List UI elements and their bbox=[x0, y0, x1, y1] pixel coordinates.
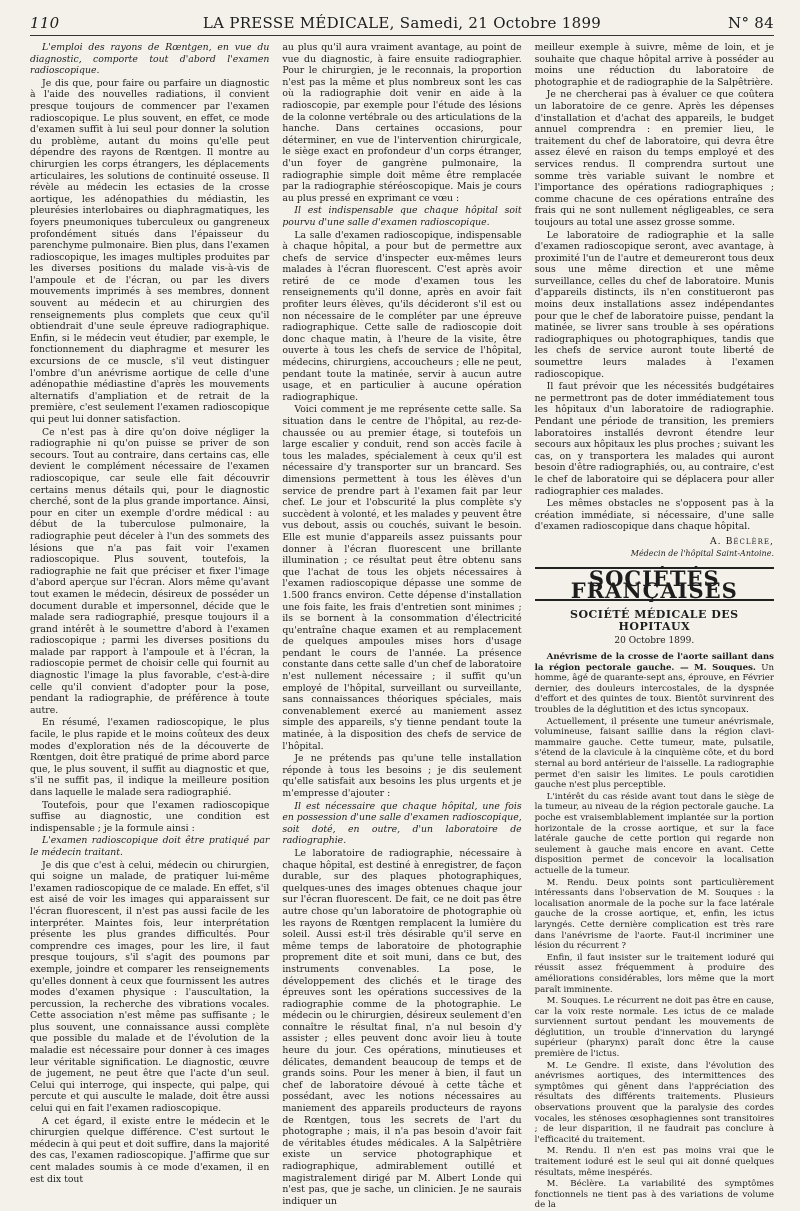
column-2 bbox=[282, 42, 522, 1207]
report-paragraph: Enfin, il faut insister sur le traitement ioduré qui réussit assez fréquemment à produire des améliorations considérables, lors même que la mort paraît imminente. bbox=[534, 952, 774, 995]
paragraph: En résumé, l'examen radioscopique, le plus facile, le plus rapide et le moins coûteux des deux modes d'exploration nés de la découverte de Rœntgen, doit être pratiqué de prime abord parce que, le plus souvent, il suffit au diagnostic et que, s'il ne suffit pas, il indique la meilleure position dans laquelle le malade sera radiographié. bbox=[30, 717, 270, 798]
thesis-statement: Il est indispensable que chaque hôpital soit pourvu d'une salle d'examen radioscopique. bbox=[282, 205, 522, 228]
paragraph: Les mêmes obstacles ne s'opposent pas à la création immédiate, si nécessaire, d'une salle d'examen radioscopique dans chaque hôpital. bbox=[534, 498, 774, 533]
paragraph: Le laboratoire de radiographie, nécessaire à chaque hôpital, est destiné à enregistrer, de façon durable, sur des plaques photographiques, quelques-unes des images obtenues chaque jour sur l'écran fluorescent. De fait, ce ne doit pas être autre chose qu'un laboratoire de photographie où les rayons de Rœntgen remplacent la lumière du soleil. Aussi est-il très désirable qu'il serve en même temps de laboratoire de photographie proprement dite et soit muni, dans ce but, des instruments convenables. La pose, le développement des clichés et le tirage des épreuves sont les opérations successives de la radiographie comme de la photographie. Le médecin ou le chirurgien, désireux seulement d'en connaître le résultat final, n'a nul besoin d'y assister ; elles peuvent donc avoir lieu à toute heure du jour. Ces opérations, minutieuses et délicates, demandent beaucoup de temps et de grands soins. Pour les mener à bien, il faut un chef de laboratoire dévoué à cette tâche et possédant, avec les notions nécessaires au maniement des appareils producteurs de rayons de Rœntgen, tous les secrets de l'art du photographe ; mais, il n'a pas besoin d'avoir fait de véritables études médicales. A la Salpêtrière existe un service photographique et radiographique, admirablement outillé et magistralement dirigé par M. Albert Londe qui n'est pas, que je sache, un clinicien. Je ne saurais indiquer un bbox=[282, 847, 522, 1207]
paragraph: au plus qu'il aura vraiment avantage, au point de vue du diagnostic, à faire ensuite radiographier. Pour le chirurgien, je le reconnais, la proportion n'est pas la même et plus nombreux sont les cas où la radiographie doit venir en aide à la radioscopie, par exemple pour l'étude des lésions de la colonne vertébrale ou des articulations de la hanche. Dans certaines occasions, pour déterminer, en vue de l'intervention chirurgicale, le siège exact en profondeur d'un corps étranger, d'un foyer de gangrène pulmonaire, la radiographie simple doit même être remplacée par la radiographie stéréoscopique. Mais je cours au plus pressé en exprimant ce vœu : bbox=[282, 42, 522, 204]
thesis-statement: L'examen radioscopique doit être pratiqué par le médecin traitant. bbox=[30, 835, 270, 858]
section-lead: L'emploi des rayons de Rœntgen, en vue du diagnostic, comporte tout d'abord l'examen radioscopique. bbox=[30, 42, 270, 77]
paragraph: Il faut prévoir que les nécessités budgétaires ne permettront pas de doter immédiatement tous les hôpitaux d'un laboratoire de radiographie. Pendant une période de transition, les premiers laboratoires installés devront étendre leur secours aux hôpitaux les plus proches ; suivant les cas, on y transportera les malades qui auront besoin d'être radiographiés, ou, au contraire, c'est le chef de laboratoire qui se déplacera pour aller radiographier ces malades. bbox=[534, 381, 774, 497]
page-header bbox=[30, 14, 774, 36]
report-paragraph bbox=[535, 652, 774, 716]
proceedings bbox=[535, 652, 774, 1211]
newspaper-title: LA PRESSE MÉDICALE, Samedi, 21 Octobre 1899 bbox=[202, 14, 602, 32]
paragraph: A cet égard, il existe entre le médecin et le chirurgien quelque différence. C'est surtout le médecin à qui peut et doit suffire, dans la majorité des cas, l'examen radioscopique. J'affirme que sur cent malades soumis à ce mode d'examen, il en est dix tout bbox=[30, 1115, 270, 1185]
report-paragraph: M. Souques. Le récurrent ne doit pas être en cause, car la voix reste normale. Les ictus de ce malade surviennent surtout pendant les mouvements de déglutition, un trouble d'innervation du laryngé supérieur (pharynx) paraît donc être la cause première de l'ictus. bbox=[534, 996, 774, 1060]
section-heading: SOCIÉTÉS FRANÇAISES bbox=[535, 567, 774, 601]
paragraph: Je ne chercherai pas à évaluer ce que coûtera un laboratoire de ce genre. Après les dépenses d'installation et d'achat des appareils, le budget annuel comprendra : en premier lieu, le traitement du chef de laboratoire, qui devra être assez élevé en raison du temps employé et des services rendus. Il comprendra surtout une somme très variable suivant le nombre et l'importance des opérations radiographiques ; comme chacune de ces opérations entraîne des frais qui ne sont nullement négligeables, ce sera toujours au total une assez grosse somme. bbox=[534, 89, 774, 228]
report-body: Un homme, âgé de quarante-sept ans, éprouve, en Février dernier, des douleurs intercostales, de la dyspnée d'effort et des quintes de toux. Bientôt survinrent des troubles de la déglutition et des ictus syncopaux. bbox=[534, 662, 774, 716]
report-paragraph: M. Rendu. Il n'en est pas moins vrai que le traitement ioduré est le seul qui ait donné quelques résultats, même inespérés. bbox=[534, 1146, 774, 1178]
paragraph: Voici comment je me représente cette salle. Sa situation dans le centre de l'hôpital, au rez-de-chaussée ou au premier étage, si toutefois un large escalier y conduit, rend son accès facile à tous les malades, spécialement à ceux qu'il est nécessaire d'y transporter sur un brancard. Ses dimensions permettent à tous les élèves d'un service de prendre part à l'examen fait par leur chef. Le jour et l'obscurité la plus complète s'y succèdent à volonté, et les malades y peuvent être vus debout, assis ou couchés, suivant le besoin. Elle est munie d'appareils assez puissants pour donner à l'écran fluorescent une brillante illumination ; ce résultat peut être obtenu sans que l'achat de tous les objets nécessaires à l'examen radioscopique dépasse une somme de 1.500 francs environ. Cette dépense d'installation une fois faite, les frais d'entretien sont minimes ; ils se bornent à la consommation d'électricité qu'entraîne chaque examen et au remplacement de quelques ampoules mises hors d'usage pendant le cours de l'année. La présence constante dans cette salle d'un chef de laboratoire n'est nullement nécessaire ; il suffit qu'un employé de l'hôpital, surveillant ou surveillante, sans connaissances théoriques spéciales, mais convenablement exercé au maniement assez simple des appareils, s'y tienne pendant toute la matinée, à la disposition des chefs de service de l'hôpital. bbox=[282, 404, 522, 752]
thesis-statement: Il est nécessaire que chaque hôpital, une fois en possession d'une salle d'examen radioscopique, soit doté, en outre, d'un laboratoire de radiographie. bbox=[282, 800, 522, 847]
report-paragraph: Actuellement, il présente une tumeur anévrismale, volumineuse, faisant saillie dans la région clavi-mammaire gauche. Cette tumeur, mate, pulsatile, s'étend de la clavicule à la cinquième côte, et du bord sternal au bord antérieur de l'aisselle. La radiographie permet d'en saisir les limites. Le pouls carotidien gauche n'est plus perceptible. bbox=[534, 716, 774, 791]
report-paragraph: L'intérêt du cas réside avant tout dans le siège de la tumeur, au niveau de la région pectorale gauche. La poche est vraisemblablement implantée sur la portion horizontale de la crosse aortique, et sur la face latérale gauche de cette portion qui regarde non seulement à gauche mais encore en avant. Cette disposition permet de concevoir la localisation actuelle de la tumeur. bbox=[534, 791, 774, 876]
report-paragraph: M. Béclère. La variabilité des symptômes fonctionnels ne tient pas à des variations de volume de la bbox=[534, 1179, 774, 1211]
paragraph: Toutefois, pour que l'examen radioscopique suffise au diagnostic, une condition est indispensable ; je la formule ainsi : bbox=[30, 799, 270, 834]
author-title: Médecin de l'hôpital Saint-Antoine. bbox=[630, 548, 774, 558]
article-columns bbox=[30, 42, 774, 1211]
page-number: 110 bbox=[30, 14, 60, 32]
paragraph: Ce n'est pas à dire qu'on doive négliger la radiographie ni qu'on puisse se priver de son secours. Tout au contraire, dans certains cas, elle devient le complément nécessaire de l'examen radioscopique, car seule elle fait découvrir certains menus détails qui, pour le diagnostic cherché, sont de la plus grande importance. Ainsi, pour en citer un exemple d'ordre médical : au début de la tuberculose pulmonaire, la radiographie peut déceler à l'un des sommets des lésions que n'a pas fait voir l'examen radioscopique. Plus souvent, toutefois, la radiographie ne fait que préciser et fixer l'image d'abord aperçue sur l'écran. Alors même qu'avant tout examen le médecin, désireux de posséder un document durable et impersonnel, décide que le malade sera radiographié, presque toujours il a grand intérêt à le soumettre d'abord à l'examen radioscopique ; parmi les diverses positions du malade par rapport à l'ampoule et à l'écran, la radioscopie permet de choisir celle qui fournit au diagnostic l'image la plus favorable, c'est-à-dire celle qu'il convient d'adopter pour la pose, pendant la radiographie, de préférence à toute autre. bbox=[30, 426, 270, 716]
report-title: Anévrisme de la crosse de l'aorte saillant dans la région pectorale gauche. — M. Souques. bbox=[534, 652, 774, 673]
column-3 bbox=[534, 42, 774, 1211]
issue-number: N° 84 bbox=[728, 14, 774, 32]
report-paragraph: M. Rendu. Deux points sont particulièrement intéressants dans l'observation de M. Souques : la localisation anormale de la poche sur la face latérale gauche de la crosse aortique, et, enfin, les ictus laryngés. Cette dernière complication est très rare dans l'anévrisme de l'aorte. Faut-il incriminer une lésion du récurrent ? bbox=[534, 877, 774, 952]
paragraph: La salle d'examen radioscopique, indispensable à chaque hôpital, a pour but de permettre aux chefs de service d'inspecter eux-mêmes leurs malades à l'écran fluorescent. C'est après avoir retiré de ce mode d'examen tous les renseignements qu'il donne, après en avoir fait profiter leurs élèves, qu'ils décideront s'il est ou non nécessaire de le compléter par une épreuve radiographique. Cette salle de radioscopie doit donc chaque matin, à l'heure de la visite, être ouverte à tous les chefs de service de l'hôpital, médecins, chirurgiens, accoucheurs ; elle ne peut, pendant toute la matinée, servir à aucun autre usage, et en particulier à aucune opération radiographique. bbox=[282, 229, 522, 403]
column-1 bbox=[30, 42, 270, 1185]
paragraph: Je dis que, pour faire ou parfaire un diagnostic à l'aide des nouvelles radiations, il convient presque toujours de commencer par l'examen radioscopique. Le plus souvent, en effet, ce mode d'examen suffit à lui seul pour donner la solution du problème, autant du moins qu'elle peut dépendre des rayons de Rœntgen. Il montre au chirurgien les corps étrangers, les déplacements articulaires, les solutions de continuité osseuse. Il révèle au médecin les ectasies de la crosse aortique, les adénopathies du médiastin, les pleurésies interlobaires ou diaphragmatiques, les foyers pneumoniques tuberculeux ou gangreneux profondément situés dans l'épaisseur du parenchyme pulmonaire. Bien plus, dans l'examen radioscopique, les images multiples produites par les diverses positions du malade vis-à-vis de l'ampoule et de l'écran, ou par les divers mouvements imprimés à ses membres, donnent souvent au médecin et au chirurgien des renseignements plus complets que ceux qu'il obtiendrait d'une seule épreuve radiographique. Enfin, si le médecin veut étudier, par exemple, le fonctionnement du diaphragme et mesurer les excursions de ce muscle, s'il veut distinguer l'ombre d'un anévrisme aortique de celle d'une adénopathie médiastine d'après les mouvements alternatifs d'ampliation et de retrait de la première, c'est seulement l'examen radioscopique qui peut lui donner satisfaction. bbox=[30, 77, 270, 425]
author-signature: A. Béclère, bbox=[709, 535, 774, 547]
paragraph: Je dis que c'est à celui, médecin ou chirurgien, qui soigne un malade, de pratiquer lui-même l'examen radioscopique de ce malade. En effet, s'il est aisé de voir les images qui apparaissent sur l'écran fluorescent, il n'est pas aussi facile de les interpréter. Maintes fois, leur interprétation présente les plus grandes difficultés. Pour comprendre ces images, pour les lire, il faut presque toujours, s'il s'agit des poumons par exemple, joindre et comparer les renseignements qu'elles donnent à ceux que fournissent les autres modes d'examen physique : l'auscultation, la percussion, la recherche des vibrations vocales. Cette association n'est même pas suffisante ; le plus souvent, une connaissance aussi complète que possible du malade et de l'évolution de la maladie est nécessaire pour donner à ces images leur véritable signification. Le diagnostic, œuvre de jugement, ne peut être que l'acte d'un seul. Celui qui interroge, qui inspecte, qui palpe, qui percute et qui ausculte le malade, doit être aussi celui qui en fait l'examen radioscopique. bbox=[30, 859, 270, 1115]
paragraph: Je ne prétends pas qu'une telle installation réponde à tous les besoins ; je dis seulement qu'elle satisfait aux besoins les plus urgents et je m'empresse d'ajouter : bbox=[282, 753, 522, 799]
session-date: 20 Octobre 1899. bbox=[614, 635, 695, 646]
report-paragraph: M. Le Gendre. Il existe, dans l'évolution des anévrismes aortiques, des intermittences des symptômes qui gênent dans l'appréciation des résultats des différents traitements. Plusieurs observations prouvent que la paralysie des cordes vocales, les sténoses œsophagiennes sont transitoires ; de leur disparition, il ne faudrait pas conclure à l'efficacité du traitement. bbox=[534, 1060, 774, 1145]
paragraph: Le laboratoire de radiographie et la salle d'examen radioscopique seront, avec avantage, à proximité l'un de l'autre et demeureront tous deux sous une même direction et une même surveillance, celles du chef de laboratoire. Munis d'appareils distincts, ils n'en constitueront pas moins deux installations assez indépendantes pour que le chef de laboratoire puisse, pendant la matinée, se livrer sans trouble à ses opérations radiographiques ou photographiques, tandis que les chefs de service auront toute liberté de soumettre leurs malades à l'examen radioscopique. bbox=[534, 229, 774, 380]
society-name: SOCIÉTÉ MÉDICALE DES HOPITAUX bbox=[570, 608, 739, 633]
paragraph: meilleur exemple à suivre, même de loin, et je souhaite que chaque hôpital arrive à posséder au moins une réduction du laboratoire de photographie et de radiographie de la Salpêtrière. bbox=[534, 42, 774, 88]
